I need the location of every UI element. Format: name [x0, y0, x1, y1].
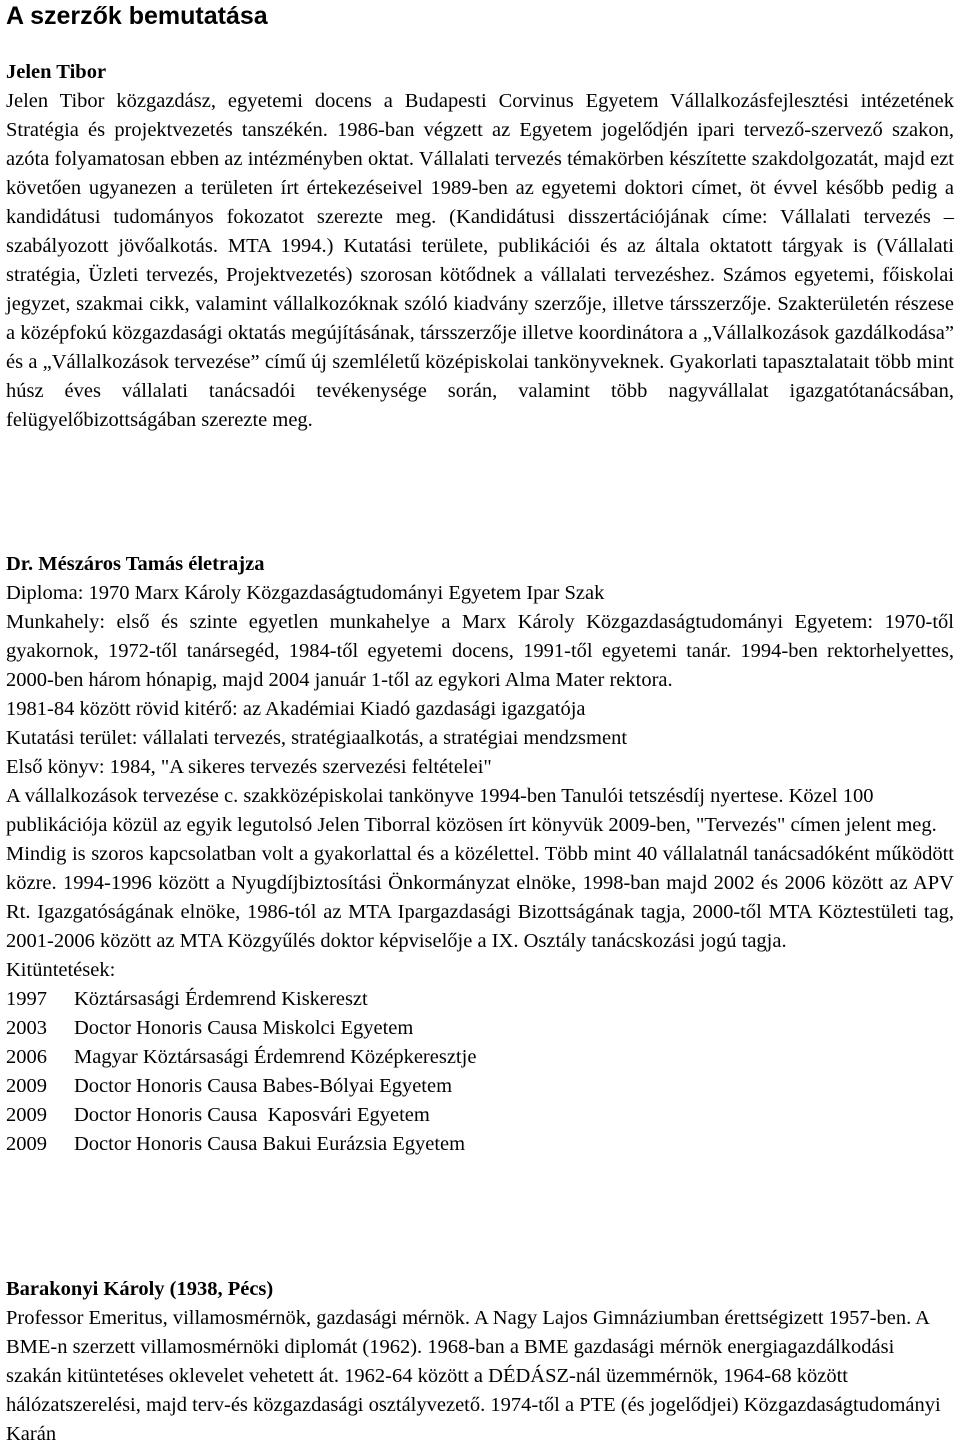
award-item [6, 1101, 954, 1130]
award-item [6, 985, 954, 1014]
first-book-line: Első könyv: 1984, "A sikeres tervezés szervezési feltételei" [6, 756, 492, 778]
document-title: A szerzők bemutatása [6, 2, 268, 30]
award-year: 2009 [6, 1133, 47, 1155]
author-section-meszaros [6, 550, 954, 1159]
research-line: Kutatási terület: vállalati tervezés, stratégiaalkotás, a stratégiai mendzsment [6, 727, 628, 749]
award-name: Köztársasági Érdemrend Kiskereszt [74, 988, 368, 1010]
workplace-paragraph: Munkahely: első és szinte egyetlen munkahelye a Marx Károly Közgazdaságtudományi Egyetem: 1970-től gyakornok, 1972-től tanársegéd, 1984-től egyetemi docens, 1991-től egyetemi tanár. 1994-ben rektorhelyettes, 2000-ben három hónapig, majd 2004 január 1-től az egykori Alma Mater rektora. [6, 611, 954, 691]
award-year: 2003 [6, 1017, 47, 1039]
award-name: Magyar Köztársasági Érdemrend Középkeresztje [74, 1046, 477, 1068]
award-year: 2009 [6, 1075, 47, 1097]
award-name: Doctor Honoris Causa Babes-Bólyai Egyetem [74, 1075, 453, 1097]
award-item [6, 1130, 954, 1159]
author-bio-barakonyi: Professor Emeritus, villamosmérnök, gazdasági mérnök. A Nagy Lajos Gimnáziumban érettségizett 1957-ben. A BME-n szerzett villamosmérnöki diplomát (1962). 1968-ban a BME gazdasági mérnök energiagazdálkodási szakán kitüntetéses oklevelet vehetett át. 1962-64 között a DÉDÁSZ-nál üzemmérnök, 1964-68 között hálózatszerelési, majd terv-és közgazdasági osztályvezető. 1974-től a PTE (és jogelődjei) Közgazdaságtudományi Karán [6, 1307, 941, 1445]
award-item [6, 1072, 954, 1101]
award-name: Doctor Honoris Causa Bakui Eurázsia Egyetem [74, 1133, 466, 1155]
award-name: Doctor Honoris Causa Kaposvári Egyetem [74, 1104, 430, 1126]
awards-label: Kitüntetések: [6, 959, 116, 981]
award-year: 1997 [6, 988, 47, 1010]
document-page [6, 0, 954, 1445]
author-section-barakonyi [6, 1275, 954, 1449]
author-heading-jelen: Jelen Tibor [6, 61, 107, 83]
author-heading-meszaros: Dr. Mészáros Tamás életrajza [6, 553, 265, 575]
award-item [6, 1014, 954, 1043]
author-heading-barakonyi: Barakonyi Károly (1938, Pécs) [6, 1278, 274, 1300]
awards-list [6, 985, 954, 1159]
textbook-paragraph: A vállalkozások tervezése c. szakközépiskolai tankönyve 1994-ben Tanulói tetszésdíj nyertese. Közel 100 publikációja közül az egyik legutolsó Jelen Tiborral közösen írt könyvük 2009-ben, "Tervezés" címen jelent meg. [6, 785, 937, 836]
diploma-line: Diploma: 1970 Marx Károly Közgazdaságtudományi Egyetem Ipar Szak [6, 582, 605, 604]
award-name: Doctor Honoris Causa Miskolci Egyetem [74, 1017, 414, 1039]
award-item [6, 1043, 954, 1072]
award-year: 2006 [6, 1046, 47, 1068]
award-year: 2009 [6, 1104, 47, 1126]
practice-paragraph: Mindig is szoros kapcsolatban volt a gyakorlattal és a közélettel. Több mint 40 vállalatnál tanácsadóként működött közre. 1994-1996 között a Nyugdíjbiztosítási Önkormányzat elnöke, 1998-ban majd 2002 és 2006 között az APV Rt. Igazgatóságának elnöke, 1986-tól az MTA Ipargazdasági Bizottságának tagja, 2000-től MTA Köztestületi tag, 2001-2006 között az MTA Közgyűlés doktor képviselője a IX. Osztály tanácskozási jogú tagja. [6, 843, 954, 952]
author-bio-jelen: Jelen Tibor közgazdász, egyetemi docens a Budapesti Corvinus Egyetem Vállalkozásfejlesztési intézetének Stratégia és projektvezetés tanszékén. 1986-ban végzett az Egyetem jogelődjén ipari tervező-szervező szakon, azóta folyamatosan ebben az intézményben oktat. Vállalati tervezés témakörben készítette szakdolgozatát, majd ezt követően ugyanezen a területen írt értekezéseivel 1989-ben az egyetemi doktori címet, öt évvel később pedig a kandidátusi tudományos fokozatot szerezte meg. (Kandidátusi disszertációjának címe: Vállalati tervezés – szabályozott jövőalkotás. MTA 1994.) Kutatási területe, publikációi és az általa oktatott tárgyak is (Vállalati stratégia, Üzleti tervezés, Projektvezetés) szorosan kötődnek a vállalati tervezéshez. Számos egyetemi, főiskolai jegyzet, szakmai cikk, valamint vállalkozóknak szóló kiadvány szerzője, illetve társszerzője. Szakterületén részese a középfokú közgazdasági oktatás megújításának, társszerzője illetve koordinátora a „Vállalkozások gazdálkodása” és a „Vállalkozások tervezése” című új szemléletű középiskolai tankönyveknek. Gyakorlati tapasztalatait több mint húsz éves vállalati tanácsadói tevékenysége során, valamint több nagyvállalat igazgatótanácsában, felügyelőbizottságában szerezte meg. [6, 90, 954, 431]
author-section-jelen [6, 58, 954, 435]
detour-line: 1981-84 között rövid kitérő: az Akadémiai Kiadó gazdasági igazgatója [6, 698, 586, 720]
